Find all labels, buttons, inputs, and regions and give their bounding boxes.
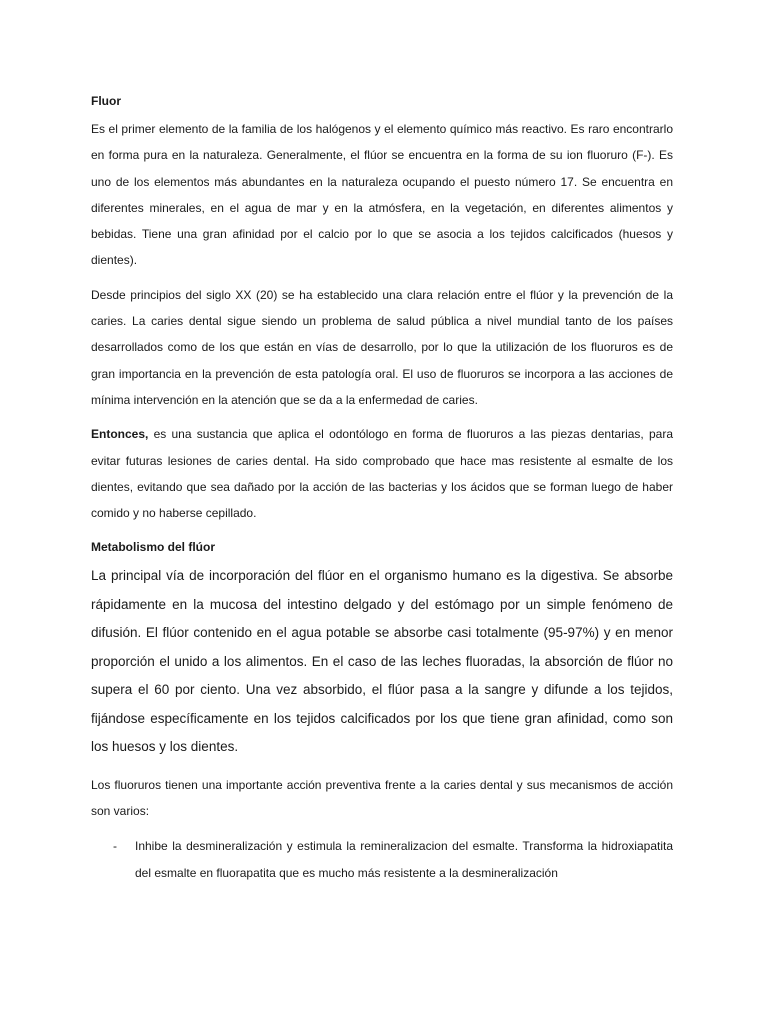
mechanisms-list bbox=[91, 833, 673, 887]
list-item-text: Inhibe la desmineralización y estimula la remineralizacion del esmalte. Transforma la hidroxiapatita del esmalte en fluorapatita que es mucho más resistente a la desmineralización bbox=[135, 838, 673, 880]
paragraph-definition-text: es una sustancia que aplica el odontólogo en forma de fluoruros a las piezas dentarias, para evitar futuras lesiones de caries dental. Ha sido comprobado que hace mas resistente al esmalte de los dientes, evitando que sea dañado por la acción de las bacterias y los ácidos que se forman luego de haber comido y no haberse cepillado. bbox=[91, 427, 673, 521]
list-item bbox=[91, 833, 673, 887]
document-title: Fluor bbox=[91, 94, 121, 108]
paragraph-mechanisms: Los fluoruros tienen una importante acción preventiva frente a la caries dental y sus mecanismos de acción son varios: bbox=[91, 777, 673, 819]
paragraph-history: Desde principios del siglo XX (20) se ha establecido una clara relación entre el flúor y la prevención de la caries. La caries dental sigue siendo un problema de salud pública a nivel mundial tanto de los países desarrollados como de los que están en vías de desarrollo, por lo que la utilización de los fluoruros es de gran importancia en la prevención de esta patología oral. El uso de fluoruros se incorpora a las acciones de mínima intervención en la atención que se da a la enfermedad de caries. bbox=[91, 287, 673, 407]
paragraph-metabolism: La principal vía de incorporación del flúor en el organismo humano es la digestiva. Se absorbe rápidamente en la mucosa del intestino delgado y del estómago por un simple fenómeno de difusión. El flúor contenido en el agua potable se absorbe casi totalmente (95-97%) y en menor proporción el unido a los alimentos. En el caso de las leches fluoradas, la absorción de flúor no supera el 60 por ciento. Una vez absorbido, el flúor pasa a la sangre y difunde a los tejidos, fijándose específicamente en los tejidos calcificados por los que tiene gran afinidad, como son los huesos y los dientes. bbox=[91, 568, 673, 755]
document-page bbox=[91, 88, 673, 887]
bullet-dash: - bbox=[113, 838, 117, 853]
section-heading: Metabolismo del flúor bbox=[91, 540, 216, 555]
paragraph-definition bbox=[91, 421, 673, 526]
paragraph-intro: Es el primer elemento de la familia de los halógenos y el elemento químico más reactivo. Es raro encontrarlo en forma pura en la naturaleza. Generalmente, el flúor se encuentra en la forma de su ion fluoruro (F-). Es uno de los elementos más abundantes en la naturaleza ocupando el puesto número 17. Se encuentra en diferentes minerales, en el agua de mar y en la atmósfera, en la vegetación, en diferentes alimentos y bebidas. Tiene una gran afinidad por el calcio por lo que se asocia a los tejidos calcificados (huesos y dientes). bbox=[91, 122, 673, 268]
paragraph-lead-word: Entonces, bbox=[91, 427, 149, 442]
